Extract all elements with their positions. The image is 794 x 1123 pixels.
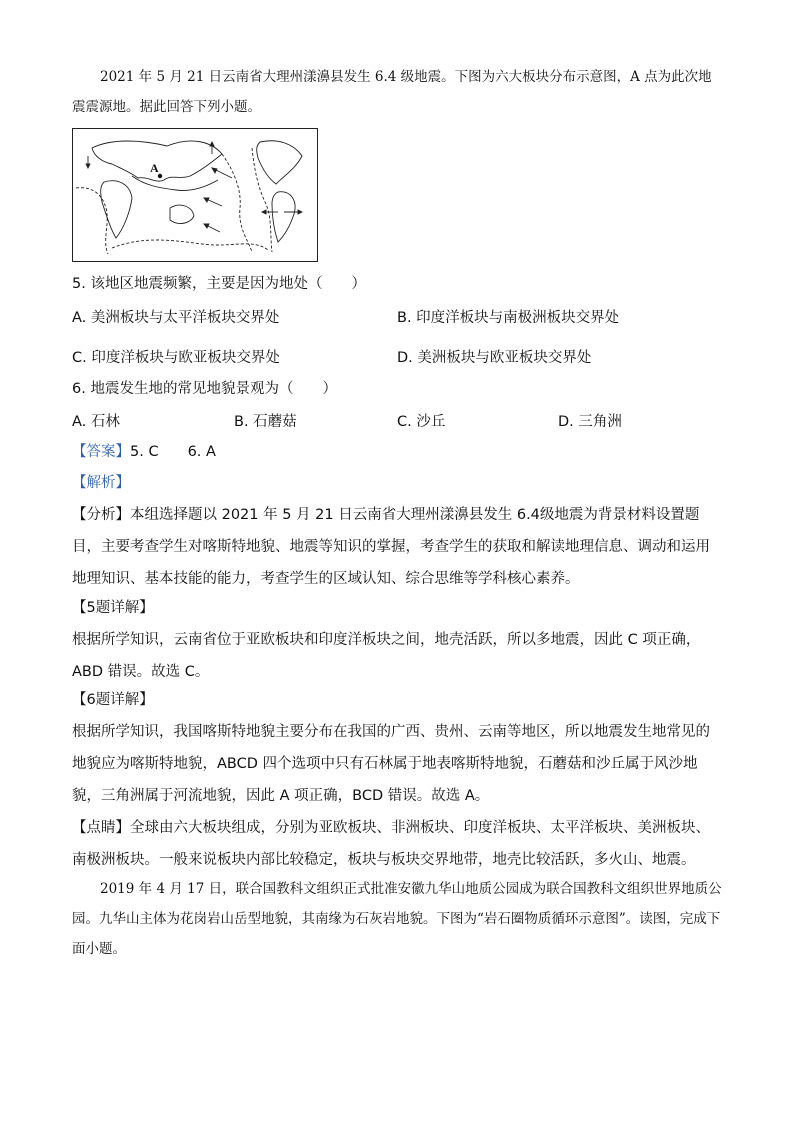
label-a: A (150, 161, 159, 175)
q6-option-d: D. 三角洲 (558, 414, 622, 430)
fenxi-text: 本组选择题以 2021 年 5 月 21 日云南省大理州漾濞县发生 6.4级地震为背景材料设置题目，主要考查学生对喀斯特地貌、地震等知识的掌握，考查学生的获取和解读地理信息、调动和运用地理知识、基本技能的能力，考查学生的区域认知、综合思维等学科核心素养。 (72, 507, 710, 587)
q5-option-a: A. 美洲板块与太平洋板块交界处 (72, 310, 280, 326)
dianjing-label: 【点睛】 (72, 820, 130, 836)
detail6-paragraph: 根据所学知识，我国喀斯特地貌主要分布在我国的广西、贵州、云南等地区，所以地震发生地常见的地貌应为喀斯特地貌，ABCD 四个选项中只有石林属于地表喀斯特地貌，石蘑菇和沙丘属于风沙地貌，三角洲属于河流地貌，因此 A 项正确，BCD 错误。故选 A。 (72, 724, 710, 804)
q6-option-a: A. 石林 (72, 414, 120, 430)
q6-stem: 6. 地震发生地的常见地貌景观为（ ） (72, 381, 337, 397)
plate-map-figure (72, 128, 318, 262)
detail6-label: 【6题详解】 (72, 692, 154, 708)
q5-option-c: C. 印度洋板块与欧亚板块交界处 (72, 350, 280, 366)
intro2-paragraph: 2019 年 4 月 17 日，联合国教科文组织正式批准安徽九华山地质公园成为联合国教科文组织世界地质公园。九华山主体为花岗岩山岳型地貌，其南缘为石灰岩地貌。下图为“岩石圈物质循环示意图”。读图，完成下面小题。 (72, 881, 722, 957)
q5-option-b: B. 印度洋板块与南极洲板块交界处 (397, 310, 620, 326)
analysis-label: 【解析】 (72, 475, 130, 491)
q6-option-b: B. 石蘑菇 (234, 414, 297, 430)
detail5-label: 【5题详解】 (72, 600, 154, 616)
fenxi-label: 【分析】 (72, 507, 130, 523)
q6-option-c: C. 沙丘 (397, 414, 446, 430)
detail5-paragraph: 根据所学知识，云南省位于亚欧板块和印度洋板块之间，地壳活跃，所以多地震，因此 C 项正确，ABD 错误。故选 C。 (72, 632, 701, 680)
answer-row (72, 440, 216, 464)
answer-text: 5. C 6. A (130, 444, 216, 460)
analysis-paragraph (72, 499, 722, 595)
intro-paragraph: 2021 年 5 月 21 日云南省大理州漾濞县发生 6.4 级地震。下图为六大板块分布示意图，A 点为此次地震震源地。据此回答下列小题。 (72, 69, 712, 115)
answer-label: 【答案】 (72, 444, 130, 460)
dianjing-paragraph (72, 812, 722, 876)
q5-option-d: D. 美洲板块与欧亚板块交界处 (397, 350, 592, 366)
dianjing-text: 全球由六大板块组成，分别为亚欧板块、非洲板块、印度洋板块、太平洋板块、美洲板块、南极洲板块。一般来说板块内部比较稳定，板块与板块交界地带，地壳比较活跃，多火山、地震。 (72, 820, 710, 868)
q5-stem: 5. 该地区地震频繁，主要是因为地处（ ） (72, 276, 366, 292)
